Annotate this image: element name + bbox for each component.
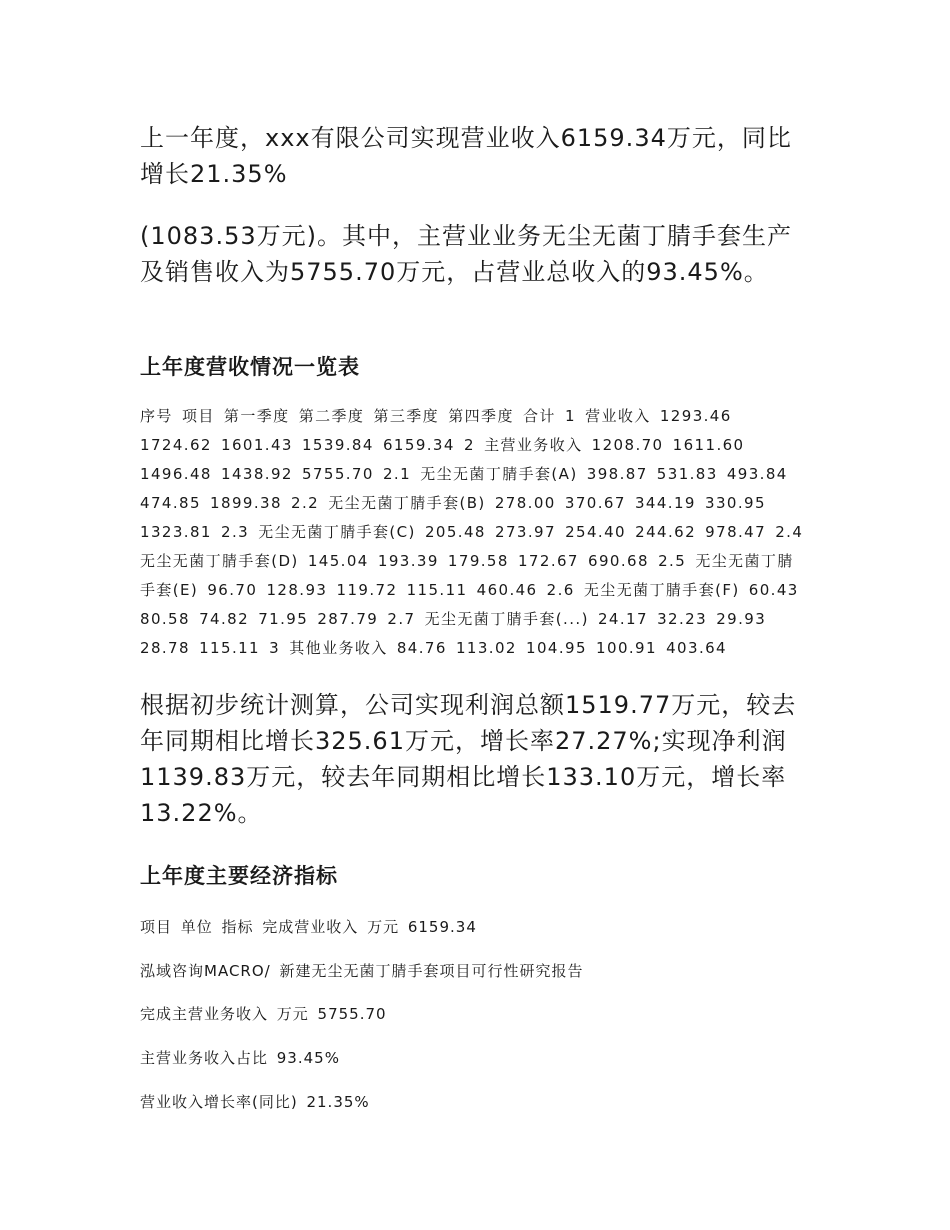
running-header-line: 泓域咨询MACRO/ 新建无尘无菌丁腈手套项目可行性研究报告	[140, 962, 584, 980]
main-business-paragraph: (1083.53万元)。其中，主营业业务无尘无菌丁腈手套生产及销售收入为5755.70万元，占营业总收入的93.45%。	[140, 222, 792, 286]
revenue-summary-paragraph: 上一年度，xxx有限公司实现营业收入6159.34万元，同比增长21.35%	[140, 124, 792, 188]
indicator-line: 主营业务收入占比 93.45%	[140, 1049, 340, 1067]
revenue-table-text: 序号 项目 第一季度 第二季度 第三季度 第四季度 合计 1 营业收入 1293.46 1724.62 1601.43 1539.84 6159.34 2 主营业务收入 1208.70 1611.60 1496.48 1438.92 5755.70 2.1 无尘无菌丁腈手套(A) 398.87 531.83 493.84 474.85 1899.38 2.2 无尘无菌丁腈手套(B) 278.00 370.67 344.19 330.95 1323.81 2.3 无尘无菌丁腈手套(C) 205.48 273.97 254.40 244.62 978.47 2.4 无尘无菌丁腈手套(D) 145.04 193.39 179.58 172.67 690.68 2.5 无尘无菌丁腈手套(E) 96.70 128.93 119.72 115.11 460.46 2.6 无尘无菌丁腈手套(F) 60.43 80.58 74.82 71.95 287.79 2.7 无尘无菌丁腈手套(...) 24.17 32.23 29.93 28.78 115.11 3 其他业务收入 84.76 113.02 104.95 100.91 403.64	[140, 407, 804, 657]
indicator-line: 完成主营业务收入 万元 5755.70	[140, 1005, 387, 1023]
revenue-table-heading: 上年度营收情况一览表	[140, 355, 360, 379]
indicator-line: 营业收入增长率(同比) 21.35%	[140, 1093, 370, 1111]
economic-indicators-heading: 上年度主要经济指标	[140, 864, 338, 888]
indicator-line: 项目 单位 指标 完成营业收入 万元 6159.34	[140, 918, 477, 936]
profit-paragraph: 根据初步统计测算，公司实现利润总额1519.77万元，较去年同期相比增长325.61万元，增长率27.27%;实现净利润1139.83万元，较去年同期相比增长133.10万元，增长率13.22%。	[140, 691, 797, 827]
